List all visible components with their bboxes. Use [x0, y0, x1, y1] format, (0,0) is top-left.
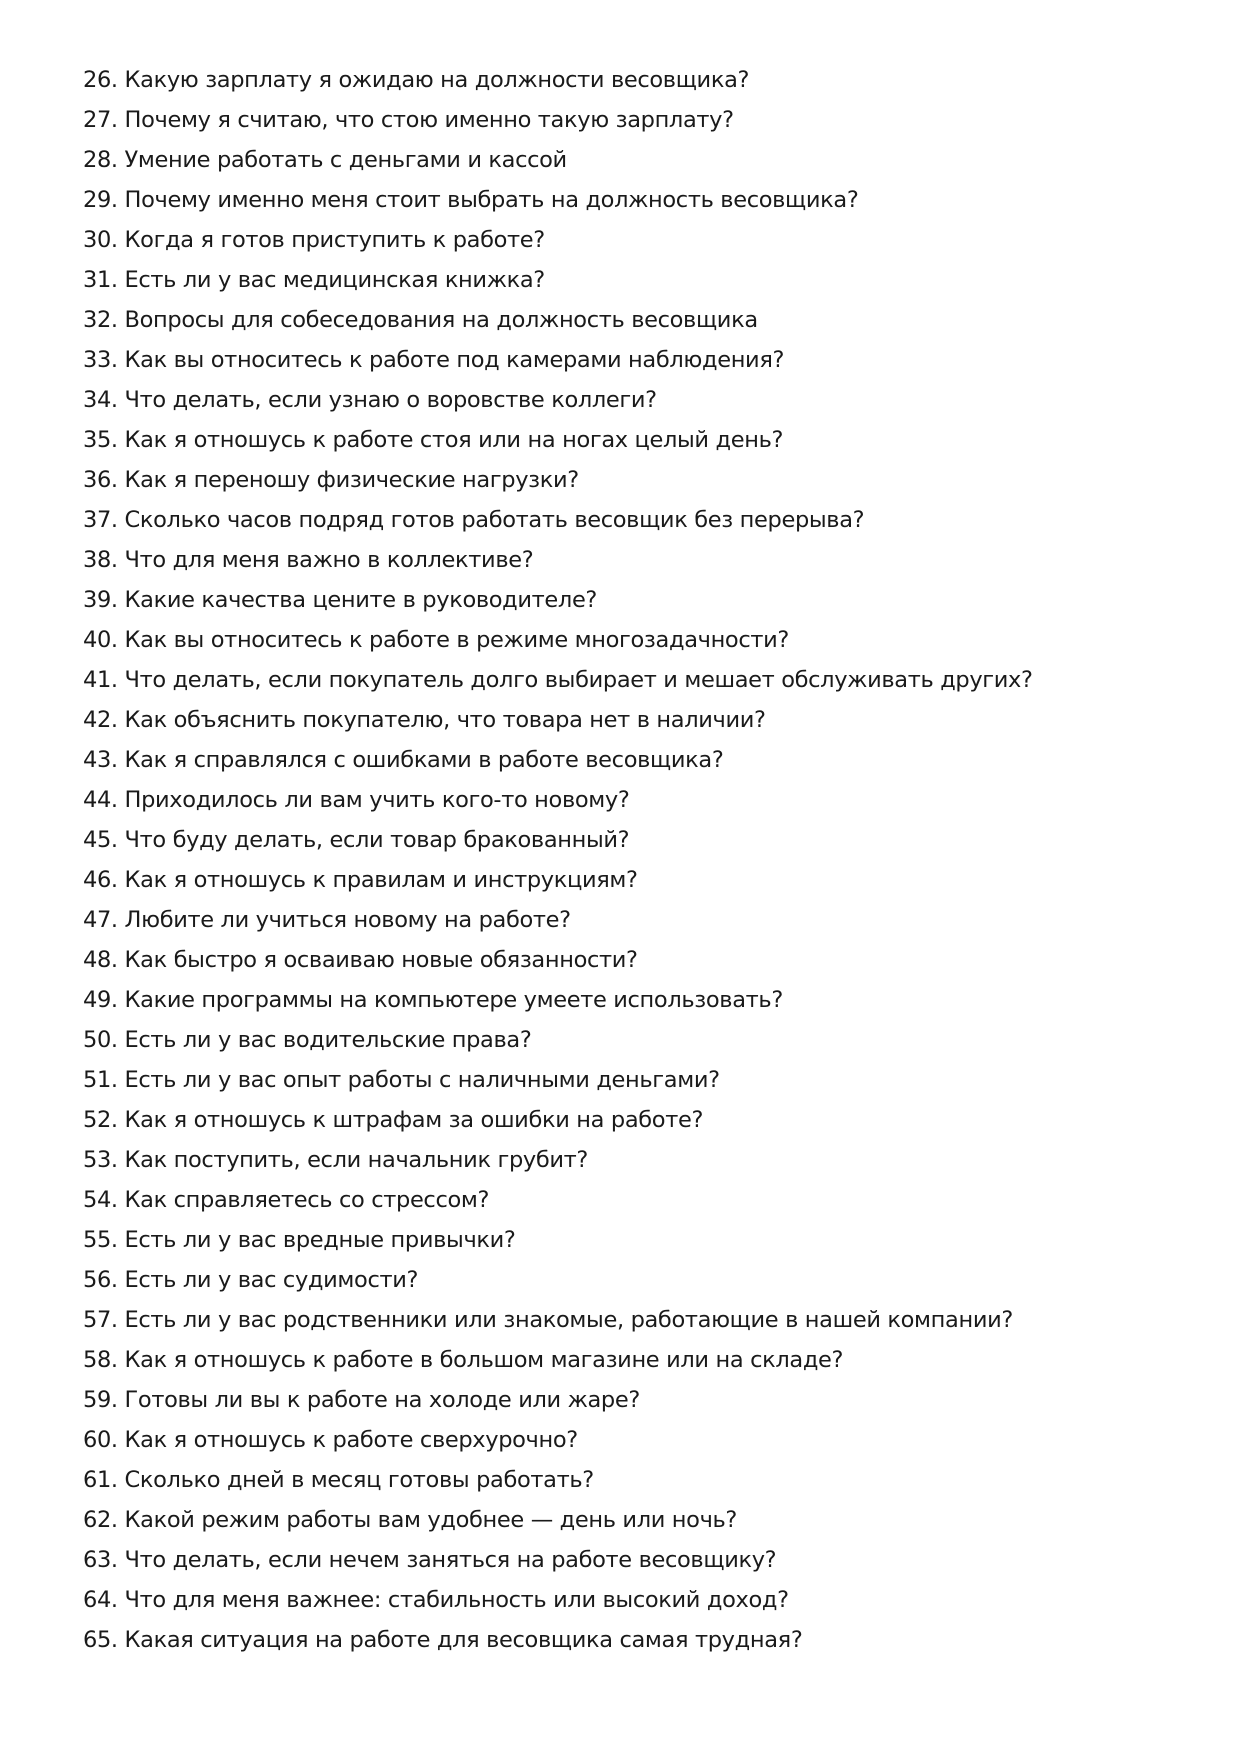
- question-item: 38. Что для меня важно в коллективе?: [83, 547, 534, 573]
- question-item: 31. Есть ли у вас медицинская книжка?: [83, 267, 545, 293]
- question-item: 46. Как я отношусь к правилам и инструкциям?: [83, 867, 638, 893]
- question-item: 27. Почему я считаю, что стою именно такую зарплату?: [83, 107, 734, 133]
- question-item: 40. Как вы относитесь к работе в режиме многозадачности?: [83, 627, 789, 653]
- question-item: 56. Есть ли у вас судимости?: [83, 1267, 419, 1293]
- question-item: 42. Как объяснить покупателю, что товара нет в наличии?: [83, 707, 766, 733]
- question-item: 61. Сколько дней в месяц готовы работать?: [83, 1467, 594, 1493]
- question-item: 64. Что для меня важнее: стабильность или высокий доход?: [83, 1587, 789, 1613]
- question-item: 41. Что делать, если покупатель долго выбирает и мешает обслуживать других?: [83, 667, 1033, 693]
- question-item: 63. Что делать, если нечем заняться на работе весовщику?: [83, 1547, 777, 1573]
- question-item: 45. Что буду делать, если товар бракованный?: [83, 827, 630, 853]
- question-item: 49. Какие программы на компьютере умеете использовать?: [83, 987, 783, 1013]
- question-item: 33. Как вы относитесь к работе под камерами наблюдения?: [83, 347, 785, 373]
- question-item: 47. Любите ли учиться новому на работе?: [83, 907, 571, 933]
- question-item: 28. Умение работать с деньгами и кассой: [83, 147, 567, 173]
- question-item: 26. Какую зарплату я ожидаю на должности весовщика?: [83, 67, 750, 93]
- question-item: 62. Какой режим работы вам удобнее — день или ночь?: [83, 1507, 738, 1533]
- question-item: 39. Какие качества цените в руководителе?: [83, 587, 598, 613]
- question-item: 51. Есть ли у вас опыт работы с наличными деньгами?: [83, 1067, 720, 1093]
- question-item: 30. Когда я готов приступить к работе?: [83, 227, 545, 253]
- question-item: 57. Есть ли у вас родственники или знакомые, работающие в нашей компании?: [83, 1307, 1013, 1333]
- question-item: 60. Как я отношусь к работе сверхурочно?: [83, 1427, 578, 1453]
- question-item: 54. Как справляетесь со стрессом?: [83, 1187, 490, 1213]
- question-item: 58. Как я отношусь к работе в большом магазине или на складе?: [83, 1347, 844, 1373]
- question-item: 29. Почему именно меня стоит выбрать на должность весовщика?: [83, 187, 859, 213]
- question-item: 52. Как я отношусь к штрафам за ошибки на работе?: [83, 1107, 704, 1133]
- question-item: 36. Как я переношу физические нагрузки?: [83, 467, 579, 493]
- question-item: 55. Есть ли у вас вредные привычки?: [83, 1227, 516, 1253]
- question-list: [83, 60, 1183, 1660]
- question-item: 43. Как я справлялся с ошибками в работе весовщика?: [83, 747, 724, 773]
- question-item: 48. Как быстро я осваиваю новые обязанности?: [83, 947, 638, 973]
- question-item: 35. Как я отношусь к работе стоя или на ногах целый день?: [83, 427, 784, 453]
- question-item: 59. Готовы ли вы к работе на холоде или жаре?: [83, 1387, 640, 1413]
- question-item: 44. Приходилось ли вам учить кого-то новому?: [83, 787, 630, 813]
- question-item: 34. Что делать, если узнаю о воровстве коллеги?: [83, 387, 657, 413]
- question-item: 32. Вопросы для собеседования на должность весовщика: [83, 307, 758, 333]
- question-item: 65. Какая ситуация на работе для весовщика самая трудная?: [83, 1627, 803, 1653]
- question-item: 50. Есть ли у вас водительские права?: [83, 1027, 532, 1053]
- question-item: 53. Как поступить, если начальник грубит?: [83, 1147, 588, 1173]
- question-item: 37. Сколько часов подряд готов работать весовщик без перерыва?: [83, 507, 865, 533]
